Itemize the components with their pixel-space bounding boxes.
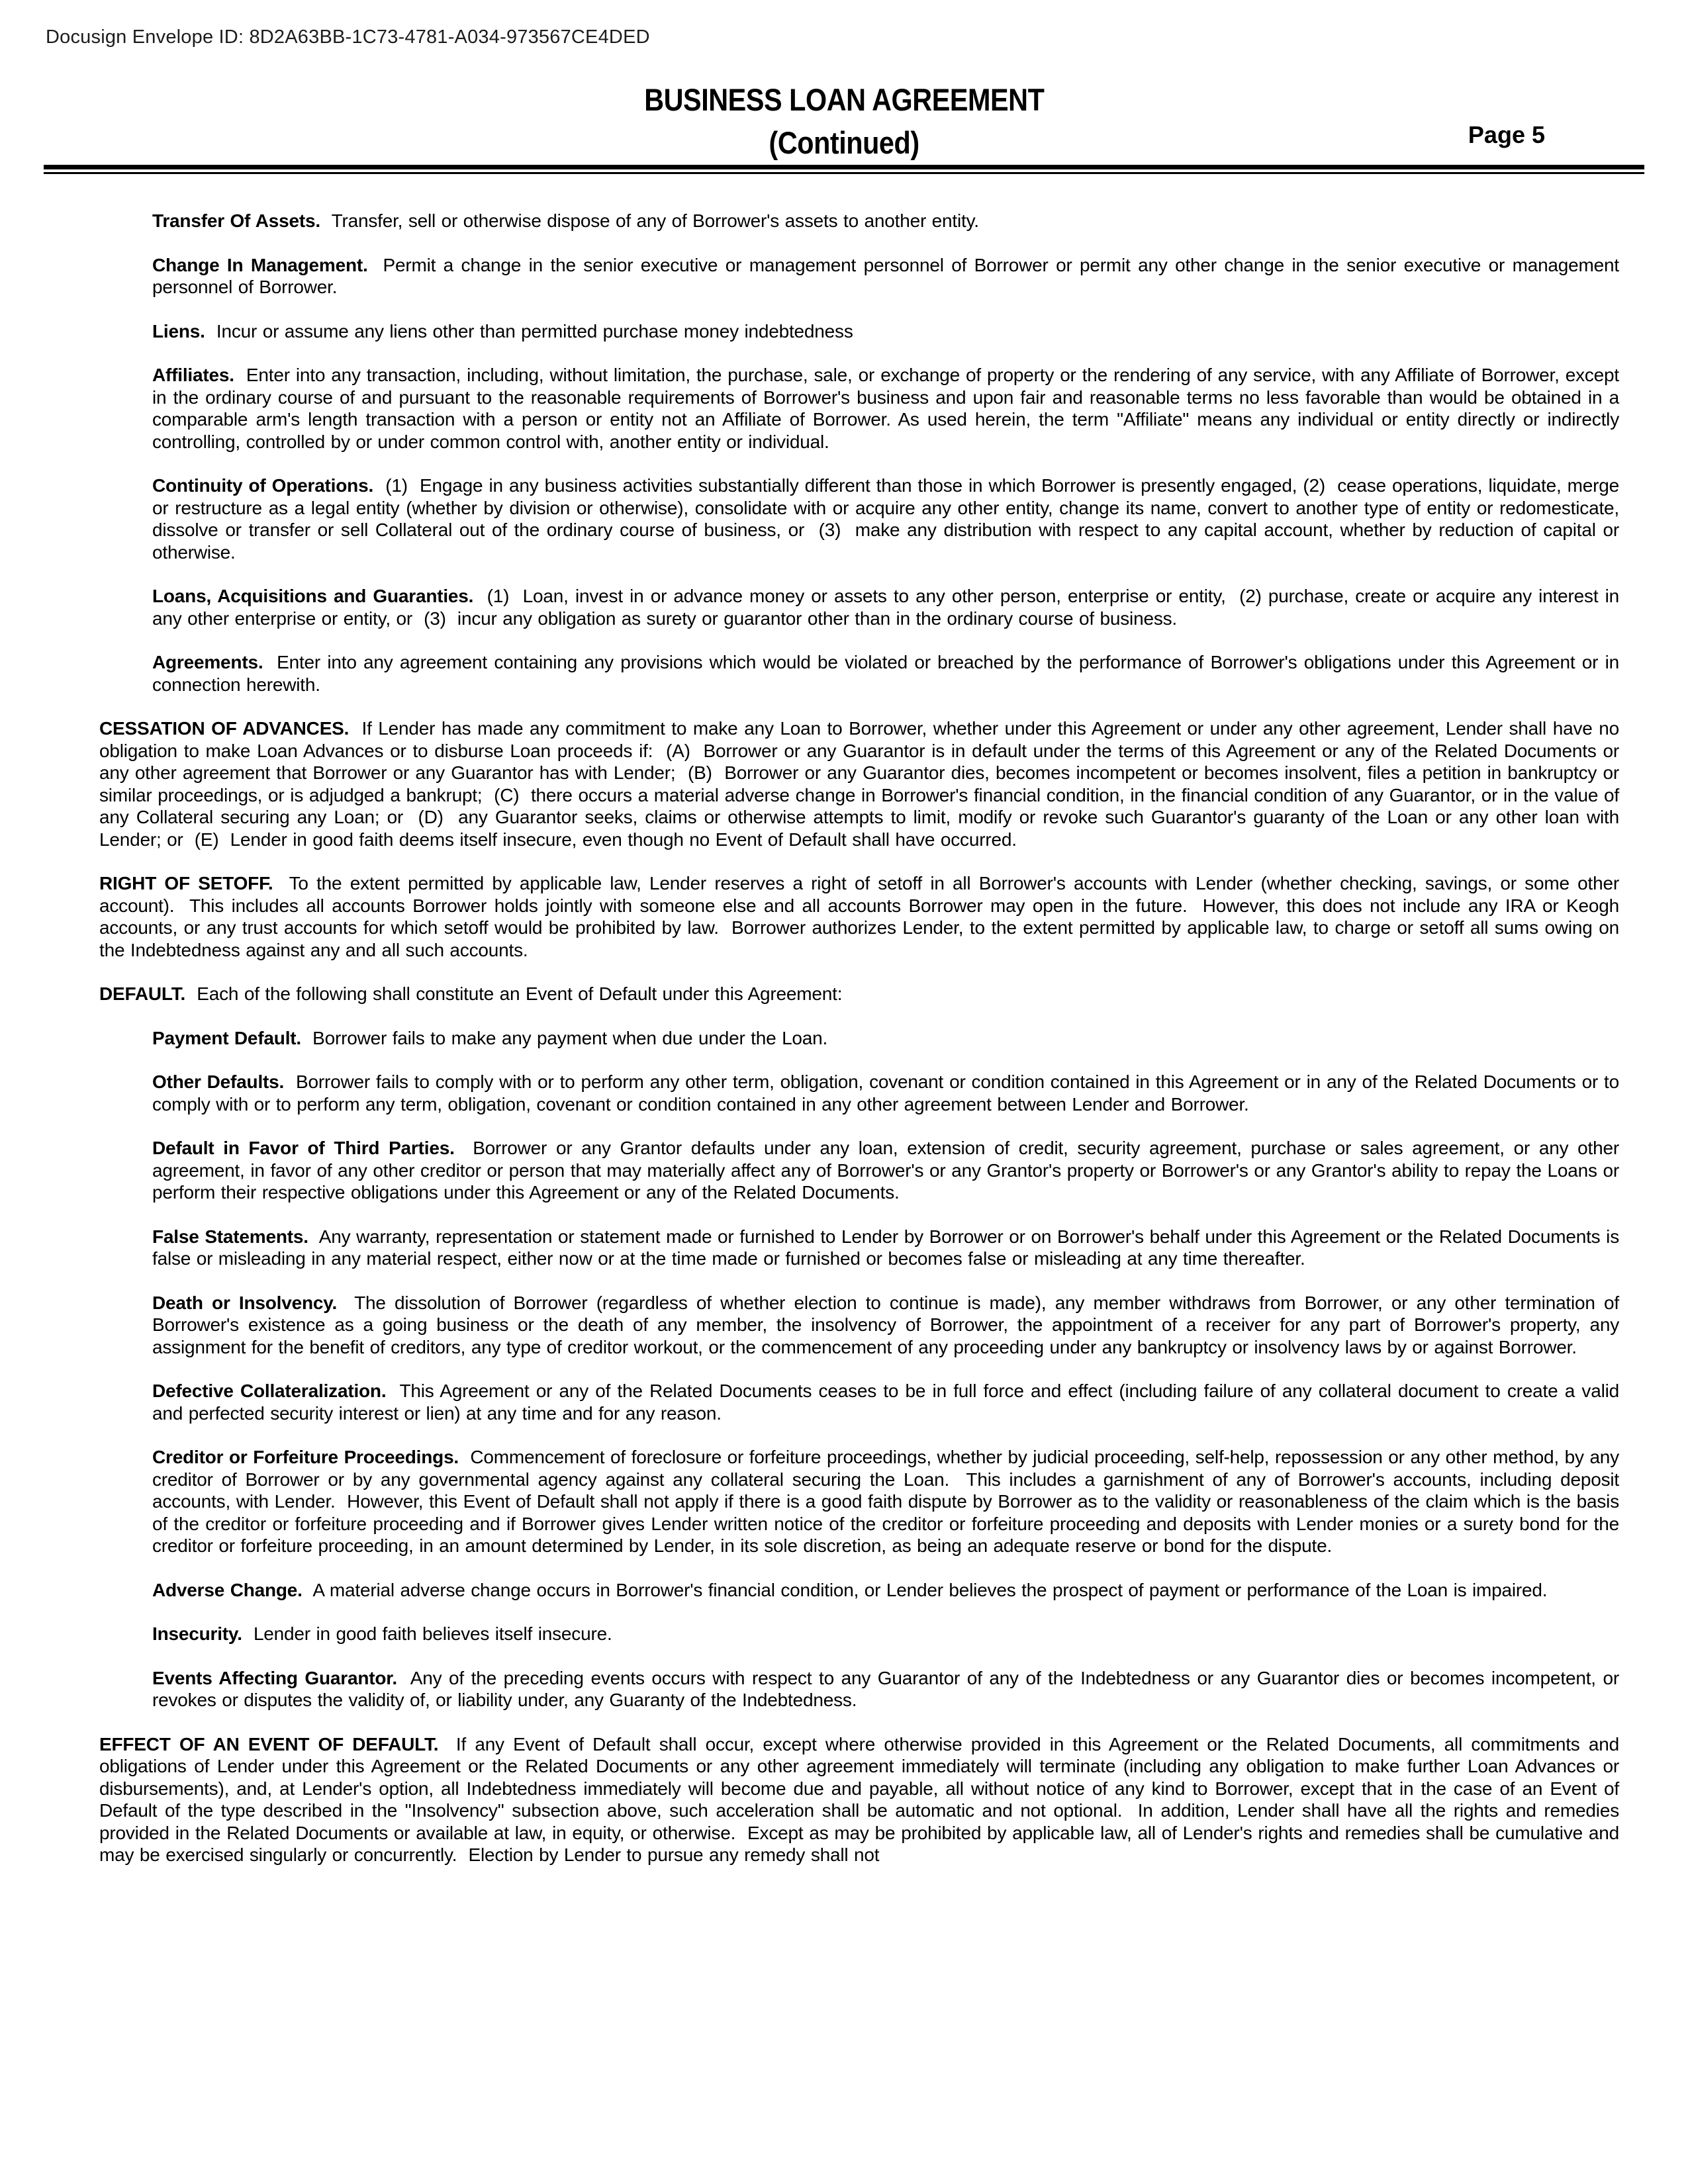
paragraph-text: If any Event of Default shall occur, except where otherwise provided in this Agreement or the Related Documents, all commitments and obligations of Lender under this Agreement or the Related Documents or any other agreement immediately will terminate (including any obligation to make further Loan Advances or disbursements), and, at Lender's option, all Indebtedness immediately will become due and payable, all without notice of any kind to Borrower, except that in the case of an Event of Default of the type described in the "Insolvency" subsection above, such acceleration shall be automatic and not optional. In addition, Lender shall have all the rights and remedies provided in the Related Documents or available at law, in equity, or otherwise. Except as may be prohibited by applicable law, all of Lender's rights and remedies shall be cumulative and may be exercised singularly or concurrently. Election by Lender to pursue any remedy shall not [99,1733,1619,1865]
paragraph [152,210,1619,232]
paragraph-text: Any of the preceding events occurs with respect to any Guarantor of any of the Indebtedness or any Guarantor dies or becomes incompetent, or revokes or disputes the validity of, or liability under, any Guaranty of the Indebtedness. [152,1667,1619,1710]
paragraph-lead: Insecurity. [152,1623,242,1644]
paragraph-lead: Creditor or Forfeiture Proceedings. [152,1447,459,1467]
paragraph-text: (1) Loan, invest in or advance money or assets to any other person, enterprise or entity, (2) purchase, create or acquire any interest in any other enterprise or entity, or (3) incur any obligation as surety or guarantor other than in the ordinary course of business. [152,586,1619,629]
paragraph [152,1071,1619,1115]
paragraph [152,1226,1619,1270]
paragraph [152,254,1619,298]
paragraph [152,475,1619,563]
paragraph-lead: DEFAULT. [99,983,186,1004]
paragraph-text: The dissolution of Borrower (regardless of whether election to continue is made), any member withdraws from Borrower, or any other termination of Borrower's existence as a going business or the death of any member, the insolvency of Borrower, the appointment of a receiver for any part of Borrower's property, any assignment for the benefit of creditors, any type of creditor workout, or the commencement of any proceeding under any bankruptcy or insolvency laws by or against Borrower. [152,1292,1619,1357]
paragraph-text: If Lender has made any commitment to make any Loan to Borrower, whether under this Agreement or under any other agreement, Lender shall have no obligation to make Loan Advances or to disburse Loan proceeds if: (A) Borrower or any Guarantor is in default under the terms of this Agreement or any of the Related Documents or any other agreement that Borrower or any Guarantor has with Lender; (B) Borrower or any Guarantor dies, becomes incompetent or becomes insolvent, files a petition in bankruptcy or similar proceedings, or is adjudged a bankrupt; (C) there occurs a material adverse change in Borrower's financial condition, in the financial condition of any Guarantor, or in the value of any Collateral securing any Loan; or (D) any Guarantor seeks, claims or otherwise attempts to limit, modify or revoke such Guarantor's guaranty of the Loan or any other loan with Lender; or (E) Lender in good faith deems itself insecure, even though no Event of Default shall have occurred. [99,718,1619,850]
paragraph [152,651,1619,696]
paragraph-lead: Default in Favor of Third Parties. [152,1138,455,1158]
paragraph-text: Borrower fails to make any payment when due under the Loan. [301,1027,828,1048]
paragraph [152,1667,1619,1711]
paragraph-lead: Death or Insolvency. [152,1292,338,1313]
document-title: BUSINESS LOAN AGREEMENT [643,82,1045,117]
paragraph [99,717,1619,850]
paragraph-lead: Transfer Of Assets. [152,210,320,231]
paragraph [152,1579,1619,1602]
paragraph [152,1446,1619,1557]
paragraph [99,1733,1619,1866]
paragraph-lead: Affiliates. [152,365,234,385]
paragraph-text: This Agreement or any of the Related Documents ceases to be in full force and effect (including failure of any collateral document to create a valid and perfected security interest or lien) at any time and for any reason. [152,1381,1619,1424]
document-body [0,210,1688,1888]
paragraph-lead: Loans, Acquisitions and Guaranties. [152,586,474,606]
paragraph-text: To the extent permitted by applicable law, Lender reserves a right of setoff in all Borrower's accounts with Lender (whether checking, savings, or some other account). This includes all accounts Borrower holds jointly with someone else and all accounts Borrower may open in the future. However, this does not include any IRA or Keogh accounts, or any trust accounts for which setoff would be prohibited by law. Borrower authorizes Lender, to the extent permitted by applicable law, to charge or setoff all sums owing on the Indebtedness against any and all such accounts. [99,873,1619,960]
paragraph-text: Enter into any agreement containing any provisions which would be violated or breached by the performance of Borrower's obligations under this Agreement or in connection herewith. [152,652,1619,695]
paragraph-text: (1) Engage in any business activities substantially different than those in which Borrower is presently engaged, (2) cease operations, liquidate, merge or restructure as a legal entity (whether by division or otherwise), consolidate with or acquire any other entity, change its name, convert to another type of entity or redomesticate, dissolve or transfer or sell Collateral out of the ordinary course of business, or (3) make any distribution with respect to any capital account, whether by reduction of capital or otherwise. [152,475,1619,563]
paragraph [152,1137,1619,1204]
document-header [0,82,1688,168]
paragraph [152,585,1619,629]
paragraph [99,872,1619,961]
paragraph-text: Any warranty, representation or statement made or furnished to Lender by Borrower or on Borrower's behalf under this Agreement or the Related Documents is false or misleading in any material respect, either now or at the time made or furnished or becomes false or misleading at any time thereafter. [152,1226,1619,1269]
paragraph-text: Lender in good faith believes itself insecure. [242,1623,612,1644]
paragraph-text: Incur or assume any liens other than permitted purchase money indebtedness [205,320,853,341]
paragraph-text: Permit a change in the senior executive or management personnel of Borrower or permit any other change in the senior executive or management personnel of Borrower. [152,254,1619,297]
page-number-label: Page 5 [1468,121,1545,148]
docusign-envelope-id: Docusign Envelope ID: 8D2A63BB-1C73-4781-A034-973567CE4DED [46,26,650,48]
paragraph-text: Commencement of foreclosure or forfeiture proceedings, whether by judicial proceeding, self-help, repossession or any other method, by any creditor of Borrower or by any governmental agency against any collateral securing the Loan. This includes a garnishment of any of Borrower's accounts, including deposit accounts, with Lender. However, this Event of Default shall not apply if there is a good faith dispute by Borrower as to the validity or reasonableness of the claim which is the basis of the creditor or forfeiture proceeding and if Borrower gives Lender written notice of the creditor or forfeiture proceeding and deposits with Lender monies or a surety bond for the creditor or forfeiture proceeding, in an amount determined by Lender, in its sole discretion, as being an adequate reserve or bond for the dispute. [152,1447,1619,1556]
paragraph-text: A material adverse change occurs in Borrower's financial condition, or Lender believes the prospect of payment or performance of the Loan is impaired. [302,1579,1548,1600]
paragraph-lead: Payment Default. [152,1027,301,1048]
document-subtitle: (Continued) [769,125,919,160]
paragraph-text: Enter into any transaction, including, without limitation, the purchase, sale, or exchange of property or the rendering of any service, with any Affiliate of Borrower, except in the ordinary course of and pursuant to the reasonable requirements of Borrower's business and upon fair and reasonable terms no less favorable than would be obtained in a comparable arm's length transaction with a person or entity not an Affiliate of Borrower. As used herein, the term "Affiliate" means any individual or entity directly or indirectly controlling, controlled by or under common control with, another entity or individual. [152,365,1619,452]
paragraph [152,1292,1619,1359]
paragraph-text: Borrower fails to comply with or to perform any other term, obligation, covenant or condition contained in this Agreement or in any of the Related Documents or to comply with or to perform any term, obligation, covenant or condition contained in any other agreement between Lender and Borrower. [152,1071,1619,1115]
paragraph-lead: Continuity of Operations. [152,475,374,496]
header-divider-rule [44,165,1644,174]
paragraph [152,1623,1619,1645]
paragraph-text: Transfer, sell or otherwise dispose of any of Borrower's assets to another entity. [320,210,979,231]
paragraph [152,364,1619,453]
paragraph-lead: Change In Management. [152,254,368,275]
paragraph-lead: Adverse Change. [152,1579,303,1600]
paragraph-text: Each of the following shall constitute an Event of Default under this Agreement: [185,983,843,1004]
paragraph [99,983,1619,1005]
paragraph-text: Borrower or any Grantor defaults under any loan, extension of credit, security agreement, purchase or sales agreement, or any other agreement, in favor of any other creditor or person that may materially affect any of Borrower's or any Grantor's property or Borrower's or any Grantor's ability to repay the Loans or perform their respective obligations under this Agreement or any of the Related Documents. [152,1138,1619,1203]
paragraph-lead: Liens. [152,320,205,341]
paragraph-lead: EFFECT OF AN EVENT OF DEFAULT. [99,1733,439,1754]
paragraph [152,320,1619,343]
paragraph [152,1027,1619,1050]
paragraph-lead: Defective Collateralization. [152,1381,387,1401]
paragraph-lead: CESSATION OF ADVANCES. [99,718,350,739]
paragraph-lead: Events Affecting Guarantor. [152,1667,397,1688]
paragraph [152,1380,1619,1424]
paragraph-lead: Other Defaults. [152,1071,285,1092]
paragraph-lead: False Statements. [152,1226,308,1247]
paragraph-lead: Agreements. [152,652,263,672]
paragraph-lead: RIGHT OF SETOFF. [99,873,273,893]
